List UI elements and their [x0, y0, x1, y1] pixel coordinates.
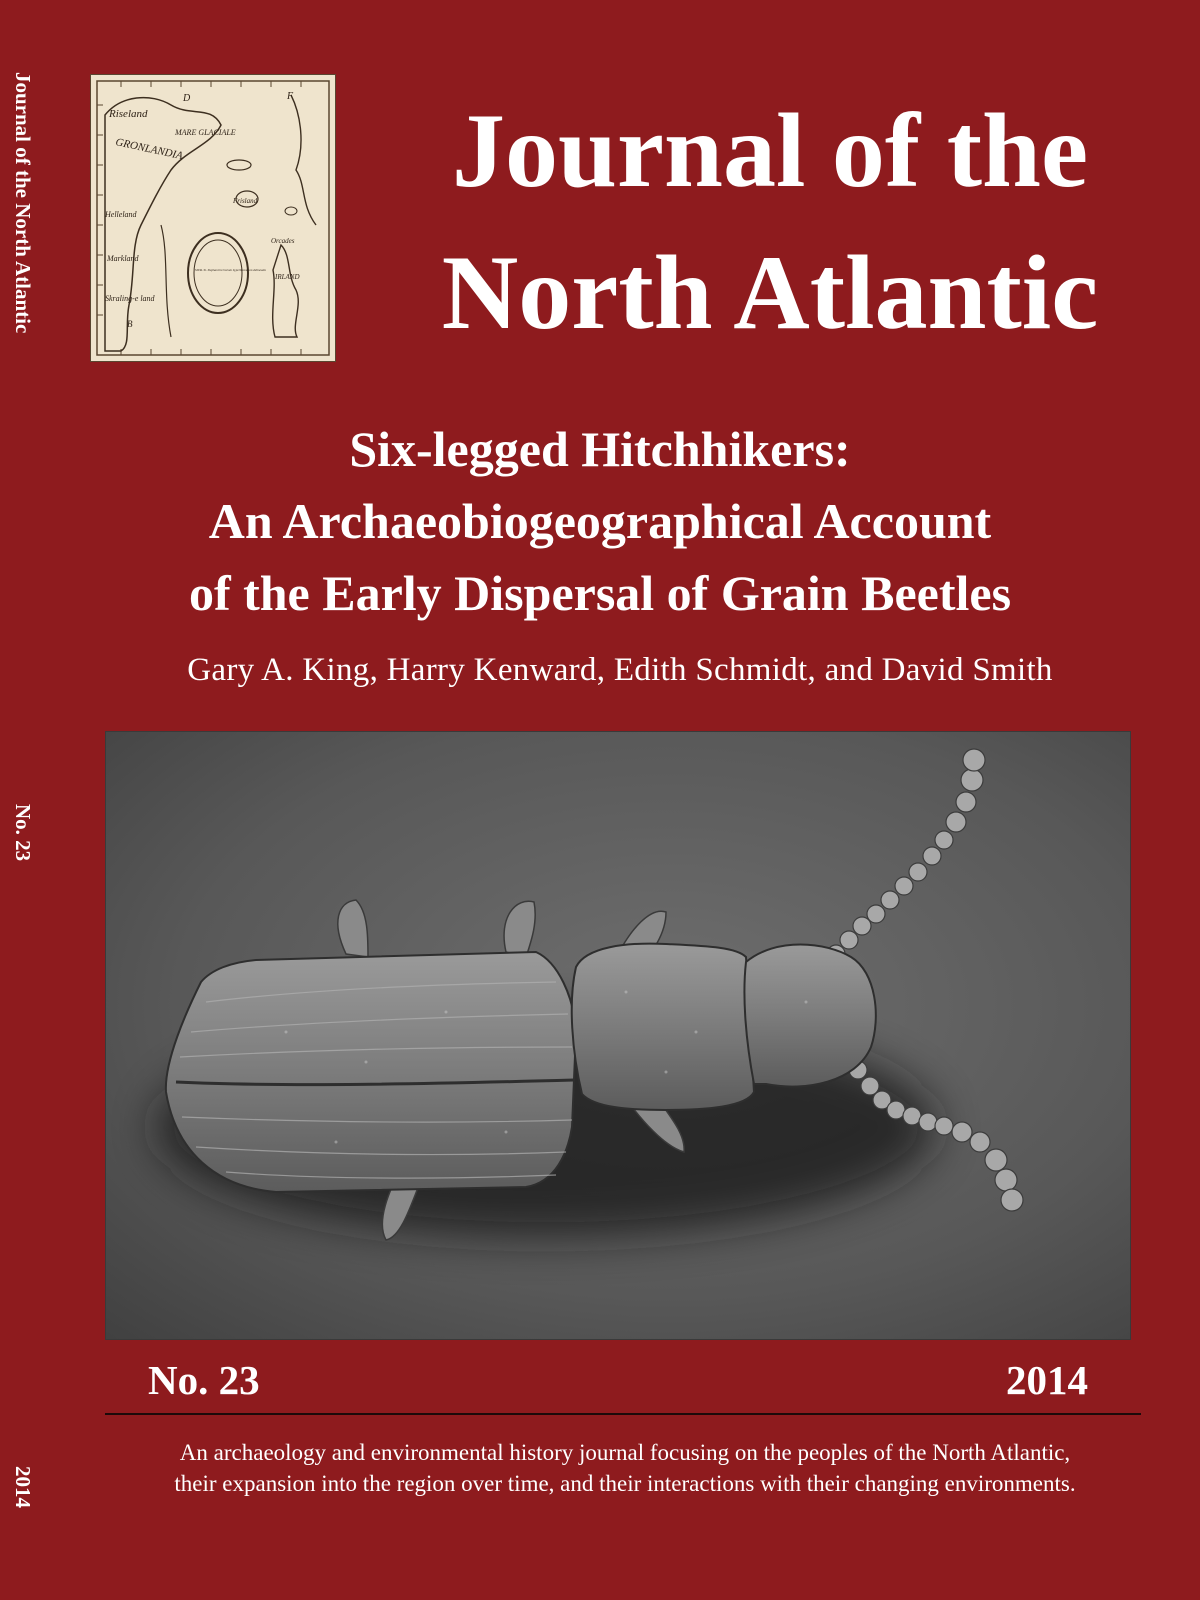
map-label-ocean: MARE GLACIALE	[175, 128, 236, 137]
beetle-head	[744, 945, 875, 1087]
map-label-cartouche: SIUR. St. Stephanii terrarum hyperborearum delineatio	[195, 268, 266, 272]
map-label-b: B	[127, 319, 133, 329]
map-label-markland: Markland	[107, 254, 139, 263]
spine-title: Journal of the North Atlantic	[11, 72, 35, 334]
issue-year: 2014	[1006, 1357, 1088, 1403]
article-authors: Gary A. King, Harry Kenward, Edith Schmidt, and David Smith	[187, 652, 1053, 688]
journal-title-line-2: North Atlantic	[441, 234, 1099, 351]
map-label-groenland: GRONLANDIA	[114, 136, 184, 163]
map-label-f: F	[287, 91, 294, 102]
article-title-line-2: An Archaeobiogeographical Account	[208, 493, 992, 549]
map-label-d: D	[183, 93, 191, 104]
journal-tagline-line-1: An archaeology and environmental history journal focusing on the peoples of the North Atlantic,	[179, 1440, 1071, 1465]
spine-issue-number: No. 23	[11, 804, 35, 862]
footer-divider	[105, 1413, 1141, 1415]
journal-title-line-1: Journal of the	[452, 92, 1088, 209]
historic-map-image	[90, 74, 336, 362]
map-label-skraling: Skraling-e land	[105, 294, 155, 303]
map-label-helleland: Helleland	[105, 210, 137, 219]
spine-year: 2014	[11, 1466, 35, 1508]
map-label-frisland: Frisland	[233, 197, 258, 205]
article-title-line-1: Six-legged Hitchhikers:	[349, 421, 851, 477]
beetle-pronotum	[572, 944, 754, 1110]
journal-tagline-line-2: their expansion into the region over time, and their interactions with their changing environments.	[174, 1471, 1076, 1496]
map-label-orcades: Orcades	[271, 237, 295, 245]
map-label-irland: IRLAND	[275, 273, 300, 281]
beetle-photo	[105, 731, 1131, 1340]
article-title-line-3: of the Early Dispersal of Grain Beetles	[188, 565, 1012, 621]
map-label-riseland: Riseland	[109, 108, 148, 120]
issue-number: No. 23	[148, 1357, 260, 1403]
